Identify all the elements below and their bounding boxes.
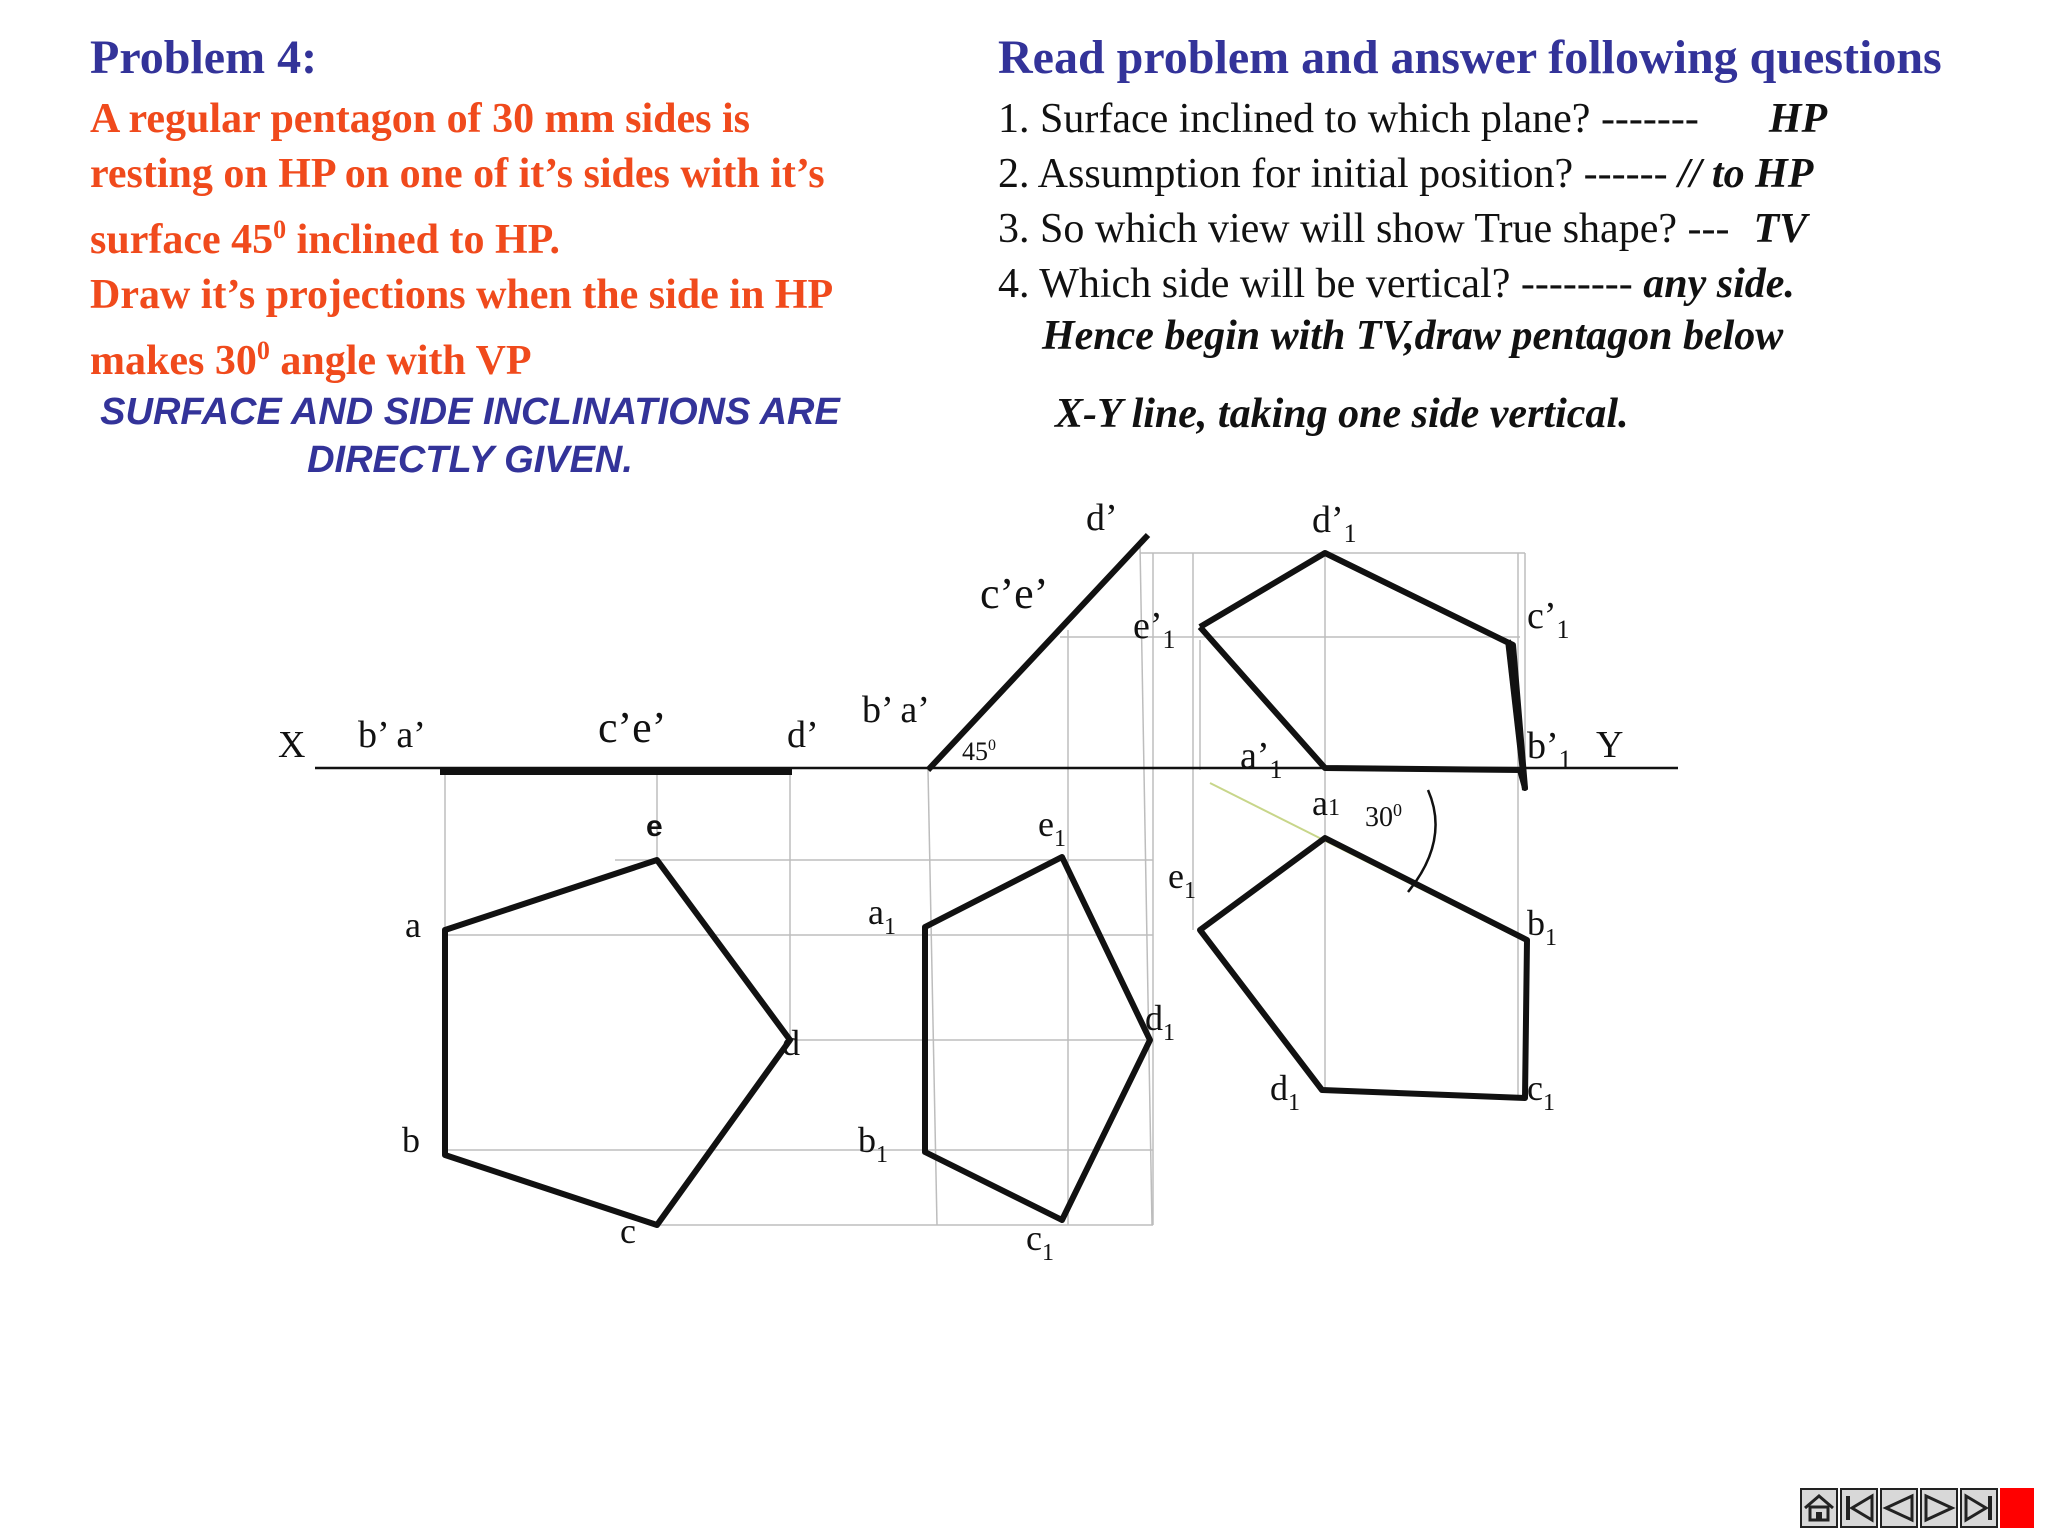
- top-view-pentagon-2: [925, 857, 1150, 1220]
- problem-line-3: surface $45^0$ inclined to HP.: [90, 215, 560, 263]
- label-p2-d1: $d_1$: [1145, 998, 1175, 1046]
- label-d1-prime: $d’_1$: [1312, 499, 1357, 548]
- last-slide-button[interactable]: [1960, 1488, 1998, 1528]
- label-angle-30: $30^0$: [1365, 800, 1402, 833]
- label-p2-b1: $b_1$: [858, 1120, 888, 1168]
- first-slide-icon: [1842, 1493, 1876, 1523]
- answer-4: any side.: [1643, 261, 1795, 307]
- label-p1-b: b: [402, 1120, 420, 1160]
- top-view-pentagon-3: [1200, 838, 1527, 1098]
- questions-title: Read problem and answer following questions: [998, 31, 1942, 84]
- answer-3: TV: [1753, 206, 1808, 252]
- label-p3-c1: $c_1$: [1527, 1068, 1555, 1116]
- label-p1-a: a: [405, 905, 421, 945]
- next-slide-button[interactable]: [1920, 1488, 1958, 1528]
- last-slide-icon: [1962, 1493, 1996, 1523]
- stop-icon: [2002, 1493, 2032, 1523]
- label-ba-1: b’ a’: [358, 714, 426, 756]
- label-p1-c: c: [620, 1211, 636, 1251]
- label-d-1: d’: [787, 714, 819, 756]
- label-p2-e1: $e_1$: [1038, 804, 1066, 852]
- label-b1-prime: $b’_1$: [1527, 725, 1572, 774]
- answer-1: HP: [1768, 96, 1828, 142]
- degree-superscript: 0: [256, 336, 270, 365]
- question-2: 2. Assumption for initial position? ------ // to HP: [998, 151, 1814, 197]
- x-label: X: [278, 724, 306, 766]
- label-angle-45: $45^0$: [962, 737, 996, 766]
- y-label: Y: [1596, 724, 1624, 766]
- first-slide-button[interactable]: [1840, 1488, 1878, 1528]
- angle-arc-30: [1408, 790, 1436, 892]
- instruction-line-1: Hence begin with TV,draw pentagon below: [1042, 313, 1784, 359]
- label-a1-prime: $a’_1$: [1240, 735, 1283, 784]
- slide-navigation: [1800, 1488, 2036, 1530]
- label-c1-prime: $c’_1$: [1527, 595, 1570, 644]
- label-ba-2: b’ a’: [862, 689, 930, 731]
- label-ce-2: c’e’: [980, 569, 1049, 618]
- previous-slide-icon: [1882, 1493, 1916, 1523]
- home-icon: [1802, 1493, 1836, 1523]
- label-d-2: d’: [1086, 497, 1118, 539]
- inclination-note: SURFACE AND SIDE INCLINATIONS ARE DIRECTLY GIVEN.: [100, 391, 840, 481]
- label-p3-a1: a1: [1312, 783, 1340, 823]
- top-view-pentagon-1: [445, 860, 790, 1225]
- question-3: 3. So which view will show True shape? --- TV: [998, 206, 1808, 252]
- label-ce-1: c’e’: [598, 703, 667, 752]
- stop-button[interactable]: [2000, 1488, 2034, 1528]
- label-p2-a1: $a_1$: [868, 892, 896, 940]
- label-p3-b1: $b_1$: [1527, 903, 1557, 951]
- question-1: 1. Surface inclined to which plane? ------- HP: [998, 96, 1828, 142]
- label-p3-e1: $e_1$: [1168, 856, 1196, 904]
- next-slide-icon: [1922, 1493, 1956, 1523]
- label-p1-e: e: [646, 810, 663, 843]
- question-4: 4. Which side will be vertical? -------- any side.: [998, 261, 1795, 307]
- home-button[interactable]: [1800, 1488, 1838, 1528]
- degree-superscript: 0: [273, 215, 287, 244]
- answer-2: // to HP: [1678, 151, 1814, 197]
- label-e1-prime: $e’_1$: [1133, 605, 1176, 654]
- problem-line-1: A regular pentagon of 30 mm sides is: [90, 96, 750, 142]
- label-p1-d: d: [782, 1023, 800, 1063]
- problem-line-2: resting on HP on one of it’s sides with it’s: [90, 151, 825, 197]
- problem-title: Problem 4:: [90, 31, 318, 84]
- problem-line-4: Draw it’s projections when the side in HP: [90, 272, 834, 318]
- label-p3-d1: $d_1$: [1270, 1068, 1300, 1116]
- problem-line-5: makes $30^0$ angle with VP: [90, 336, 532, 384]
- instruction-line-2: X-Y line, taking one side vertical.: [1055, 391, 1629, 437]
- construction-lines: [445, 545, 1525, 1225]
- previous-slide-button[interactable]: [1880, 1488, 1918, 1528]
- label-p2-c1: $c_1$: [1026, 1218, 1054, 1266]
